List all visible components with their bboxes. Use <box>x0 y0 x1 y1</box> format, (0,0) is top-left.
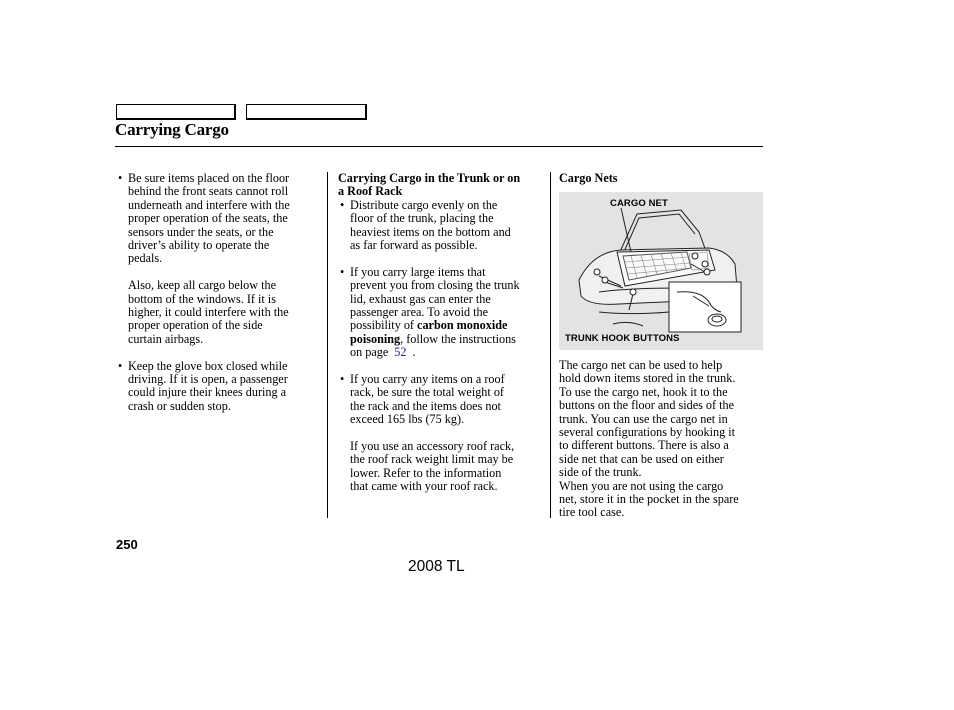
bullet-item <box>118 360 320 414</box>
bullet-item <box>340 373 546 427</box>
text-line: proper operation of the side <box>128 318 263 333</box>
text-span: possibility of <box>350 318 418 333</box>
text-line: bottom of the windows. If it is <box>128 291 276 306</box>
cargo-net-text <box>559 359 765 520</box>
text-line: side of the trunk. <box>559 465 642 480</box>
text-line: pedals. <box>128 251 163 266</box>
text-line: Be sure items placed on the floor <box>128 171 290 185</box>
text-line: passenger area. To avoid the <box>350 305 489 320</box>
text-line: the rack and the items does not <box>350 398 501 413</box>
text-line: buttons on the floor and sides of the <box>559 398 734 413</box>
header-tab-right <box>246 104 367 120</box>
text-span: . <box>412 345 416 360</box>
paragraph <box>340 440 546 494</box>
text-line: proper operation of the seats, the <box>128 211 288 226</box>
text-line: that came with your roof rack. <box>350 479 498 494</box>
text-line: behind the front seats cannot roll <box>128 184 289 199</box>
title-rule <box>115 146 763 147</box>
text-line: to different buttons. There is also a <box>559 438 729 453</box>
text-line: the roof rack weight limit may be <box>350 452 514 467</box>
text-line: side net that can be used on either <box>559 451 724 466</box>
section-title: Carrying Cargo <box>115 120 229 139</box>
text-line: Keep the glove box closed while <box>128 358 288 373</box>
text-line: a Roof Rack <box>338 184 403 199</box>
text-line: If you carry any items on a roof <box>350 372 505 387</box>
bullet-icon: • <box>118 171 123 185</box>
text-span: on page <box>350 345 389 360</box>
bullet-icon: • <box>340 264 345 279</box>
subsection-heading: Cargo Nets <box>559 171 618 185</box>
text-line: curtain airbags. <box>128 331 204 346</box>
text-line: lid, exhaust gas can enter the <box>350 291 491 306</box>
text-line: exceed 165 lbs (75 kg). <box>350 412 465 427</box>
text-line: When you are not using the cargo <box>559 478 724 493</box>
bullet-icon: • <box>340 372 345 387</box>
text-line: heaviest items on the bottom and <box>350 224 511 239</box>
text-line: hold down items stored in the trunk. <box>559 371 736 386</box>
warning-term: poisoning <box>350 331 401 346</box>
column-right <box>559 172 765 185</box>
text-line: trunk. You can use the cargo net in <box>559 411 728 426</box>
bullet-item <box>340 266 546 360</box>
text-line: driving. If it is open, a passenger <box>128 372 288 387</box>
column-divider <box>550 172 551 518</box>
text-line: rack, be sure the total weight of <box>350 385 504 400</box>
subsection-heading <box>338 172 546 199</box>
bullet-icon: • <box>340 197 345 212</box>
text-line: underneath and interfere with the <box>128 197 290 212</box>
warning-term: carbon monoxide <box>417 318 508 333</box>
text-line: several configurations by hooking it <box>559 425 736 440</box>
text-line: sensors under the seats, or the <box>128 224 274 239</box>
text-line: as far forward as possible. <box>350 238 478 253</box>
text-line: prevent you from closing the trunk <box>350 278 520 293</box>
text-line: crash or sudden stop. <box>128 398 231 413</box>
text-line: Also, keep all cargo below the <box>128 278 277 293</box>
text-line: The cargo net can be used to help <box>559 358 723 372</box>
column-left <box>118 172 320 413</box>
paragraph <box>118 279 320 346</box>
page-number: 250 <box>116 537 138 552</box>
text-line <box>350 333 546 346</box>
cargo-net-illustration <box>559 192 763 350</box>
text-line: Distribute cargo evenly on the <box>350 197 498 212</box>
text-line <box>350 346 546 359</box>
text-line <box>350 319 546 332</box>
text-line: could injure their knees during a <box>128 385 287 400</box>
text-line: lower. Refer to the information <box>350 465 502 480</box>
header-tab-left <box>116 104 236 120</box>
trunk-hook-buttons-label: TRUNK HOOK BUTTONS <box>565 333 680 344</box>
column-divider <box>327 172 328 518</box>
cargo-net-label: CARGO NET <box>610 198 668 209</box>
bullet-item <box>118 172 320 266</box>
bullet-item <box>340 199 546 253</box>
text-line: If you carry large items that <box>350 264 486 279</box>
page-link[interactable]: 52 <box>394 345 407 360</box>
trunk-drawing <box>559 192 763 350</box>
column-middle <box>338 172 546 494</box>
text-line: If you use an accessory roof rack, <box>350 439 515 454</box>
text-line: higher, it could interfere with the <box>128 305 289 320</box>
footer-model: 2008 TL <box>408 558 465 575</box>
text-line: To use the cargo net, hook it to the <box>559 384 728 399</box>
text-line: Carrying Cargo in the Trunk or on <box>338 171 521 185</box>
bullet-icon: • <box>118 358 123 373</box>
text-line: floor of the trunk, placing the <box>350 211 494 226</box>
text-line: net, store it in the pocket in the spare <box>559 492 739 507</box>
text-span: , follow the instructions <box>400 331 516 346</box>
text-line: tire tool case. <box>559 505 625 520</box>
text-line: driver’s ability to operate the <box>128 238 270 253</box>
